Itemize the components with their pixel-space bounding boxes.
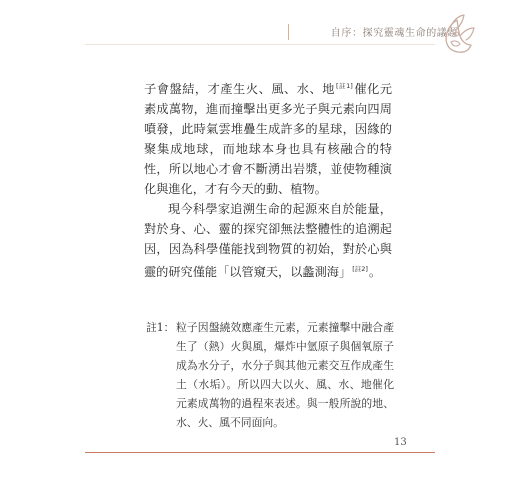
paragraph-2: [144, 199, 392, 282]
page-number: 13: [394, 437, 407, 448]
paragraph-2-text-b: 。: [368, 265, 382, 279]
header-divider: [288, 24, 289, 40]
footer-rule: [85, 452, 435, 453]
paragraph-1-text-a: 子會盤結，才產生火、風、水、地: [144, 82, 335, 96]
footnote-ref-1: [註1]: [336, 82, 353, 90]
footnote-1: [146, 318, 394, 432]
paragraph-1-text-b: 催化元素成萬物，進而撞擊出更多光子與元素向四周噴發，此時氣雲堆疊生成許多的星球，因緣的聚集成地球，而地球本身也具有核融合的特性，所以地心才會不斷湧出岩漿，並使物種演化與進化，才有今天的動、植物。: [144, 82, 393, 196]
paragraph-2-text-a: 現今科學家追溯生命的起源來自於能量，對於身、心、靈的探究卻無法整體性的追溯起因，因為科學僅能找到物質的初始，對於心與靈的研究僅能「以管窺天，以蠡測海」: [144, 202, 392, 279]
footnote-text: 粒子因盤繞效應產生元素，元素撞擊中融合產生了（熱）火與風，爆炸中氫原子與個氧原子成為水分子，水分子與其他元素交互作成產生土（水垢）。所以四大以火、風、水、地催化元素成萬物的過程來表述。與一般所說的地、水、火、風不同面向。: [176, 321, 394, 429]
paragraph-1: [144, 76, 392, 199]
footnote-label: 註1：: [146, 321, 175, 334]
running-title: 自序：探究靈魂生命的議題: [330, 28, 458, 39]
footnote-ref-2: [註2]: [352, 265, 368, 273]
lotus-hand-icon: [438, 12, 476, 56]
main-text: [144, 76, 392, 282]
